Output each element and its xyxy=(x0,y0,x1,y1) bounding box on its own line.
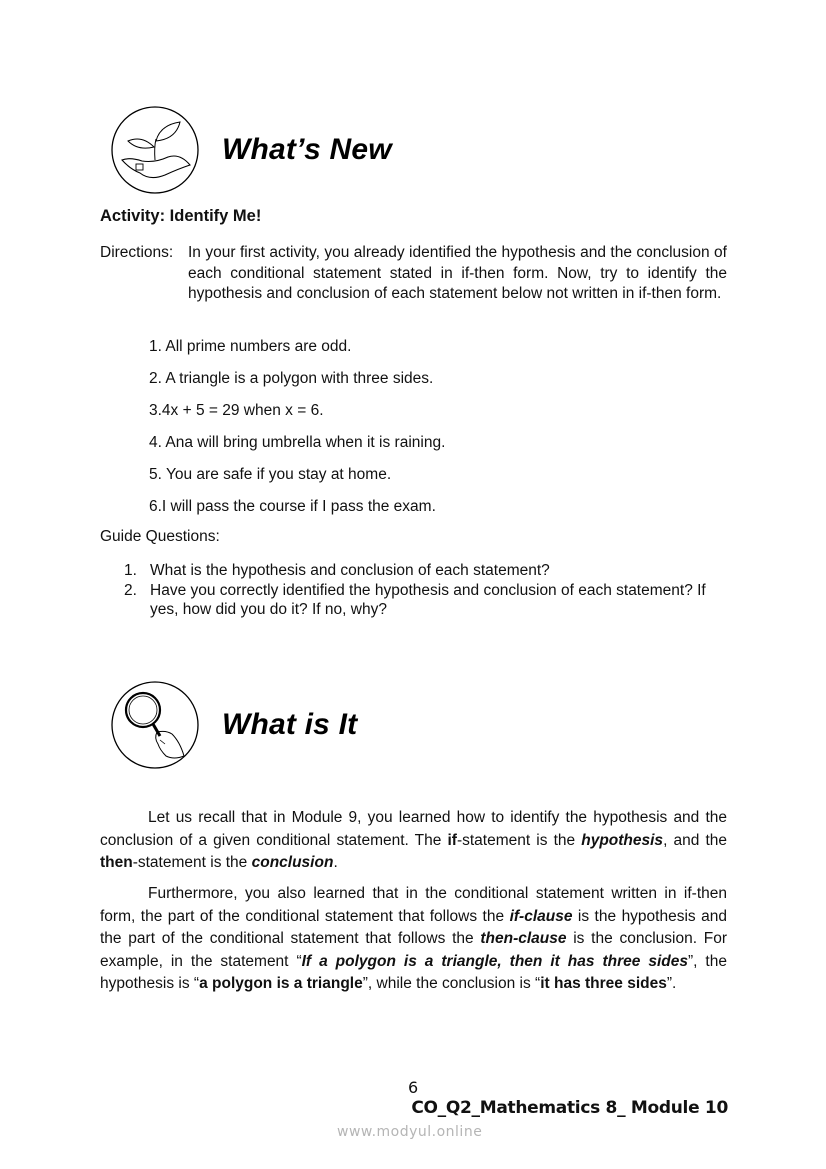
bold-term: it has three sides xyxy=(540,975,667,992)
statement-item: 6.I will pass the course if I pass the exam. xyxy=(149,498,436,515)
furthermore-paragraph xyxy=(100,883,727,996)
bold-term: a polygon is a triangle xyxy=(199,975,363,992)
page-number: 6 xyxy=(408,1078,419,1097)
bold-term: if xyxy=(447,831,457,849)
text-run: ”. xyxy=(666,975,677,992)
directions-text: In your first activity, you already identified the hypothesis and the conclusion of each conditional statement stated in if-then form. Now, try to identify the hypothesis and conclusion of each statement below not written in if-then form. xyxy=(188,244,727,302)
text-run: ”, while the conclusion is “ xyxy=(362,975,541,992)
statement-item: 1. All prime numbers are odd. xyxy=(149,338,352,355)
module-code: CO_Q2_Mathematics 8_ Module 10 xyxy=(411,1098,728,1118)
bold-italic-term: conclusion xyxy=(251,854,334,871)
bold-term: then xyxy=(100,854,133,871)
directions-label: Directions: xyxy=(100,244,174,261)
directions xyxy=(100,243,727,305)
what-is-it-title: What is It xyxy=(222,708,358,741)
activity-title: Activity: Identify Me! xyxy=(100,207,262,225)
bold-italic-term: If a polygon is a triangle, then it has three sides xyxy=(301,952,688,970)
question-text: Have you correctly identified the hypothesis and conclusion of each statement? If yes, how did you do it? If no, why? xyxy=(150,581,706,618)
whats-new-header xyxy=(110,105,392,195)
statement-item: 4. Ana will bring umbrella when it is raining. xyxy=(149,434,446,451)
bold-italic-term: hypothesis xyxy=(581,831,664,849)
question-text: What is the hypothesis and conclusion of each statement? xyxy=(150,562,550,579)
statement-item: 2. A triangle is a polygon with three sides. xyxy=(149,370,434,387)
guide-questions-list xyxy=(124,561,730,620)
text-run: . xyxy=(333,854,338,871)
guide-question xyxy=(124,581,730,620)
whats-new-title: What’s New xyxy=(222,133,392,166)
question-number: 2. xyxy=(124,581,137,599)
text-run: Furthermore, you also learned that in the conditional statement written in if-then form, the part of the conditional statement that follows the xyxy=(100,885,727,925)
watermark: www.modyul.online xyxy=(337,1124,483,1140)
text-run: Let us recall that in Module 9, you learned how to identify the hypothesis and the conclusion of a given conditional statement. The xyxy=(100,809,727,849)
text-run: , and the xyxy=(663,831,727,849)
hand-holding-plant-icon xyxy=(110,105,200,195)
hand-holding-magnifier-icon xyxy=(110,680,200,770)
statement-item: 3.4x + 5 = 29 when x = 6. xyxy=(149,402,324,419)
statement-item: 5. You are safe if you stay at home. xyxy=(149,466,392,483)
question-number: 1. xyxy=(124,562,137,579)
bold-italic-term: if-clause xyxy=(509,907,573,925)
text-run: -statement is the xyxy=(132,854,252,871)
bold-italic-term: then-clause xyxy=(480,930,567,947)
guide-questions-label: Guide Questions: xyxy=(100,528,220,545)
text-run: ”, the hypothesis is “ xyxy=(100,952,727,992)
recall-paragraph xyxy=(100,807,727,875)
guide-question xyxy=(124,561,730,581)
text-run: is the hypothesis and the part of the conditional statement that follows the xyxy=(100,907,727,947)
text-run: -statement is the xyxy=(456,831,582,849)
text-run: is the conclusion. For example, in the statement “ xyxy=(100,930,728,970)
activity-statements xyxy=(149,337,445,529)
what-is-it-header xyxy=(110,680,357,770)
